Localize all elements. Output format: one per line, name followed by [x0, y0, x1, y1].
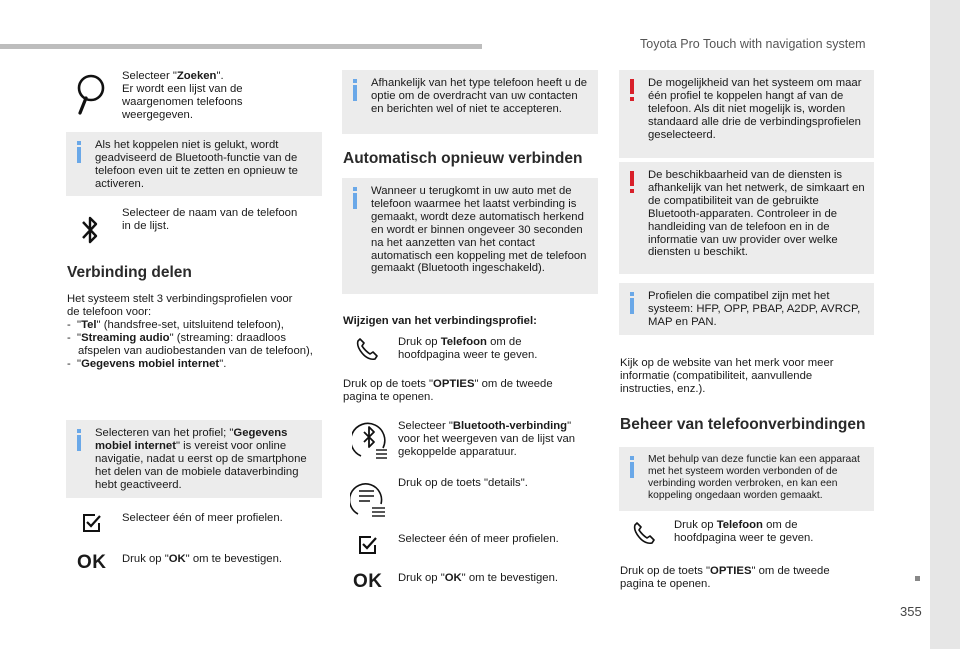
warning-marker-icon: [626, 171, 640, 193]
warning-note-text: De mogelijkheid van het systeem om maar één profiel te koppelen hangt af van de telefoon. Als dit niet mogelijk is, worden standaard alle drie de verbindingsprofielen geselecteerd.: [648, 77, 862, 141]
phone-handset-icon: [631, 522, 657, 546]
page-header-title: Toyota Pro Touch with navigation system: [640, 37, 866, 51]
search-text-post: ". Er wordt een lijst van de waargenomen telefoons weergegeven.: [122, 70, 243, 121]
info-note-text: Profielen die compatibel zijn met het systeem: HFP, OPP, PBAP, A2DP, AVRCP, MAP en PAN.: [648, 290, 861, 328]
select-bluetooth-instruction: Selecteer "Bluetooth-verbinding" voor het weergeven van de lijst van gekoppelde apparatuur.: [398, 420, 576, 458]
bluetooth-icon: [80, 213, 100, 247]
profile-item-streaming: - "Streaming audio" (streaming: draadloos afspelen van audiobestanden van de telefoon),: [67, 331, 313, 357]
info-note-text: Afhankelijk van het type telefoon heeft u de optie om de overdracht van uw contacten en berichten wel of niet te accepteren.: [371, 77, 588, 115]
info-note-pairing: [66, 132, 322, 196]
info-note-text: Als het koppelen niet is gelukt, wordt geadviseerd de Bluetooth-functie van de telefoon even uit te zetten en opnieuw te activeren.: [95, 139, 298, 190]
info-note-contacts: [342, 70, 598, 134]
checklist-icon: [358, 536, 378, 554]
warning-marker-icon: [626, 79, 640, 101]
press-opties-instruction-2: Druk op de toets "OPTIES" om de tweede pagina te openen.: [620, 565, 830, 590]
info-marker-icon: [626, 456, 640, 478]
header-rule: [0, 44, 482, 49]
page-number: 355: [900, 604, 922, 619]
heading-verbinding-delen: Verbinding delen: [67, 264, 192, 281]
bluetooth-list-icon: [352, 420, 388, 462]
select-profiles-instruction-2: Selecteer één of meer profielen.: [398, 533, 559, 545]
page-sidebar-strip: [930, 0, 960, 649]
profiles-intro: [67, 293, 325, 370]
press-opties-instruction: Druk op de toets "OPTIES" om de tweede pagina te openen.: [343, 378, 553, 403]
warning-note-text: De beschikbaarheid van de diensten is afhankelijk van het netwerk, de simkaart en de compatibiliteit van de gebruikte Bluetooth-apparaten. Controleer in de handleiding van de telefoon en in de informatie van uw provider over welke diensten u beschikt.: [648, 169, 865, 259]
info-note-text: Wanneer u terugkomt in uw auto met de telefoon waarmee het laatst verbinding is gemaakt, wordt deze automatisch herkend en wordt er binnen ongeveer 30 seconden na het aanzetten van het contact automatisch een koppeling met de telefoon gemaakt (Bluetooth ingeschakeld).: [371, 185, 587, 275]
press-details-instruction: Druk op de toets "details".: [398, 477, 528, 489]
info-marker-icon: [626, 292, 640, 314]
warning-note-services: [619, 162, 874, 274]
info-note-auto-reconnect: [342, 178, 598, 294]
continuation-marker: [915, 576, 920, 581]
search-instruction: [122, 70, 312, 122]
confirm-ok-instruction-2: Druk op "OK" om te bevestigen.: [398, 572, 558, 584]
search-keyword: Zoeken: [176, 70, 217, 82]
confirm-ok-instruction: Druk op "OK" om te bevestigen.: [122, 553, 282, 565]
press-telefoon-instruction: Druk op Telefoon om de hoofdpagina weer te geven.: [398, 336, 538, 361]
info-note-text: Met behulp van deze functie kan een apparaat met het systeem worden verbonden of de verbinding worden verbroken, en kan een koppeling ongedaan worden gemaakt.: [648, 454, 860, 501]
ok-icon: OK: [77, 552, 107, 573]
details-list-icon: [350, 478, 386, 520]
profile-item-mobile-data: - "Gegevens mobiel internet".: [67, 357, 227, 370]
info-note-compatible-profiles: [619, 283, 874, 335]
search-text-pre: Selecteer ": [122, 70, 177, 82]
website-info: Kijk op de website van het merk voor meer informatie (compatibiliteit, aanvullende instructies, enz.).: [620, 357, 834, 395]
select-phone-instruction: Selecteer de naam van de telefoon in de lijst.: [122, 207, 298, 232]
select-profiles-instruction: Selecteer één of meer profielen.: [122, 512, 283, 524]
info-note-manage-connections: [619, 447, 874, 511]
profile-item-tel: - "Tel" (handsfree-set, uitsluitend telefoon),: [67, 318, 284, 331]
info-marker-icon: [73, 429, 87, 451]
info-marker-icon: [73, 141, 87, 163]
press-telefoon-instruction-2: Druk op Telefoon om de hoofdpagina weer te geven.: [674, 519, 814, 544]
info-marker-icon: [349, 187, 363, 209]
ok-icon: OK: [353, 571, 383, 592]
checklist-icon: [82, 514, 102, 532]
heading-beheer-verbindingen: Beheer van telefoonverbindingen: [620, 416, 866, 433]
subheading-change-profile: Wijzigen van het verbindingsprofiel:: [343, 315, 537, 327]
profiles-intro-text: Het systeem stelt 3 verbindingsprofielen voor de telefoon voor:: [67, 293, 293, 318]
info-marker-icon: [349, 79, 363, 101]
warning-note-single-profile: [619, 70, 874, 158]
phone-handset-icon: [354, 338, 380, 362]
heading-automatisch-verbinden: Automatisch opnieuw verbinden: [343, 150, 583, 167]
info-note-mobile-data: Selecteren van het profiel; "Gegevens mobiel internet" is vereist voor online navigatie, nadat u eerst op de smartphone het delen van de mobiele dataverbinding hebt geactiveerd.: [66, 420, 322, 498]
search-icon: [76, 74, 106, 116]
